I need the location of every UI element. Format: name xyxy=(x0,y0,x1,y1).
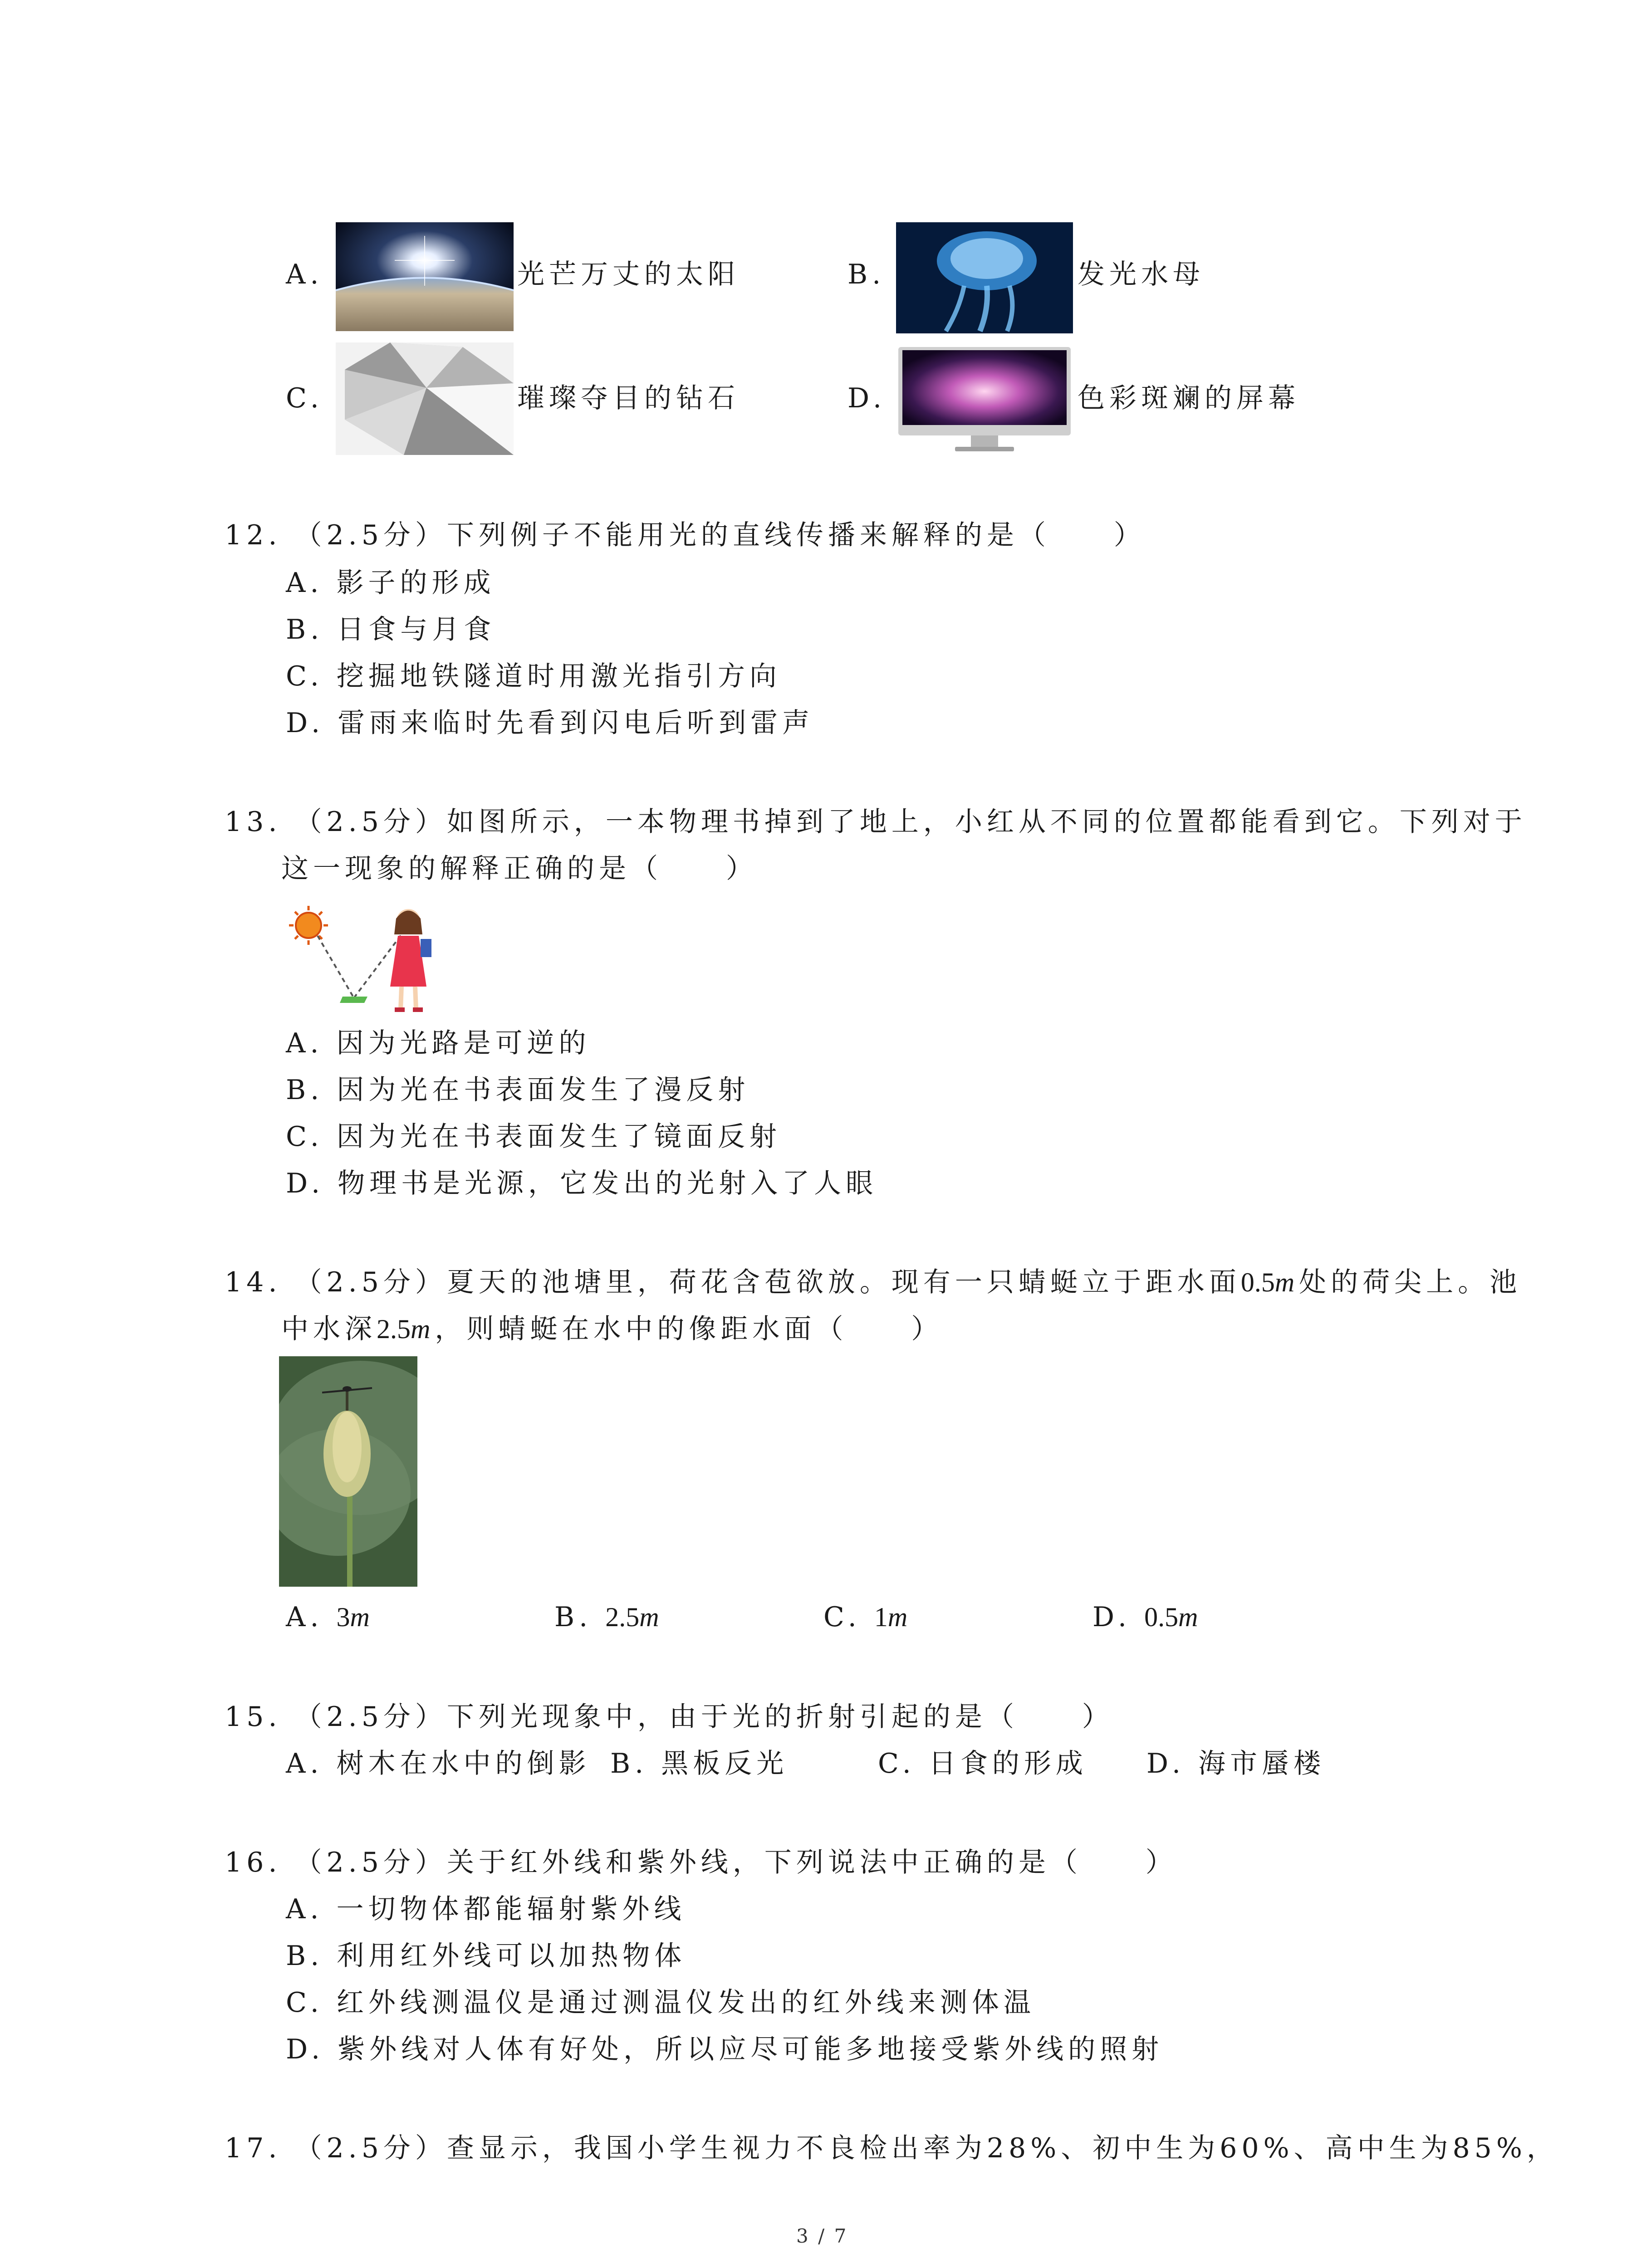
q13-stem-line2: 这一现象的解释正确的是（ ） xyxy=(281,853,758,885)
q14-option-c: C. 1m xyxy=(823,1601,912,1633)
sun-over-earth-image xyxy=(336,222,514,331)
q14-option-a: A. 3m xyxy=(286,1601,374,1633)
q15-option-a: A. 树木在水中的倒影 xyxy=(286,1748,591,1779)
q12-option-d: D. 雷雨来临时先看到闪电后听到雷声 xyxy=(286,707,814,739)
q12-option-b: B. 日食与月食 xyxy=(286,614,496,645)
q16-stem: 16. （2.5分）关于红外线和紫外线，下列说法中正确的是（ ） xyxy=(225,1847,1177,1878)
q15-option-b: B. 黑板反光 xyxy=(610,1748,789,1779)
q13-option-b: B. 因为光在书表面发生了漫反射 xyxy=(286,1074,750,1106)
q11-option-b-text: 发光水母 xyxy=(1078,259,1205,290)
diamond-image xyxy=(336,342,514,455)
q12-stem: 12. （2.5分）下列例子不能用光的直线传播来解释的是（ ） xyxy=(225,519,1146,551)
q13-option-c: C. 因为光在书表面发生了镜面反射 xyxy=(286,1121,781,1153)
q11-option-c-text: 璀璨夺目的钻石 xyxy=(517,382,740,414)
q14-option-b: B. 2.5m xyxy=(554,1601,664,1633)
q11-option-d-letter: D. xyxy=(847,382,887,414)
q16-option-d: D. 紫外线对人体有好处，所以应尽可能多地接受紫外线的照射 xyxy=(286,2033,1164,2065)
q11-option-a-text: 光芒万丈的太阳 xyxy=(517,259,740,290)
q14-option-d: D. 0.5m xyxy=(1092,1601,1203,1633)
q11-option-a-letter: A. xyxy=(286,259,323,290)
q15-option-c: C. 日食的形成 xyxy=(878,1748,1087,1779)
q16-option-c: C. 红外线测温仪是通过测温仪发出的红外线来测体温 xyxy=(286,1987,1035,2019)
q16-option-b: B. 利用红外线可以加热物体 xyxy=(286,1940,686,1972)
q11-option-c-letter: C. xyxy=(286,382,323,414)
monitor-screen-image xyxy=(896,345,1073,456)
jellyfish-image xyxy=(896,222,1073,333)
q16-option-a: A. 一切物体都能辐射紫外线 xyxy=(286,1893,686,1925)
q11-option-b-letter: B. xyxy=(847,259,886,290)
q17-stem: 17. （2.5分）查显示，我国小学生视力不良检出率为28%、初中生为60%、高中生为85%， xyxy=(225,2132,1558,2164)
q13-option-d: D. 物理书是光源，它发出的光射入了人眼 xyxy=(286,1168,878,1199)
girl-and-book-illustration xyxy=(279,900,451,1014)
lotus-dragonfly-image xyxy=(279,1356,417,1587)
q15-option-d: D. 海市蜃楼 xyxy=(1146,1748,1326,1779)
q12-option-a: A. 影子的形成 xyxy=(286,567,495,599)
q14-stem-line1: 14. （2.5分）夏天的池塘里，荷花含苞欲放。现有一只蜻蜓立于距水面0.5m处的荷尖上。池 xyxy=(225,1266,1522,1298)
page-number: 3 / 7 xyxy=(796,2225,848,2247)
q11-option-d-text: 色彩斑斓的屏幕 xyxy=(1078,382,1300,414)
q12-option-c: C. 挖掘地铁隧道时用激光指引方向 xyxy=(286,660,781,692)
q13-stem-line1: 13. （2.5分）如图所示，一本物理书掉到了地上，小红从不同的位置都能看到它。下列对于 xyxy=(225,806,1527,838)
q13-option-a: A. 因为光路是可逆的 xyxy=(286,1027,591,1059)
q15-stem: 15. （2.5分）下列光现象中，由于光的折射引起的是（ ） xyxy=(225,1701,1114,1733)
q14-stem-line2: 中水深2.5m，则蜻蜓在水中的像距水面（ ） xyxy=(281,1313,943,1345)
